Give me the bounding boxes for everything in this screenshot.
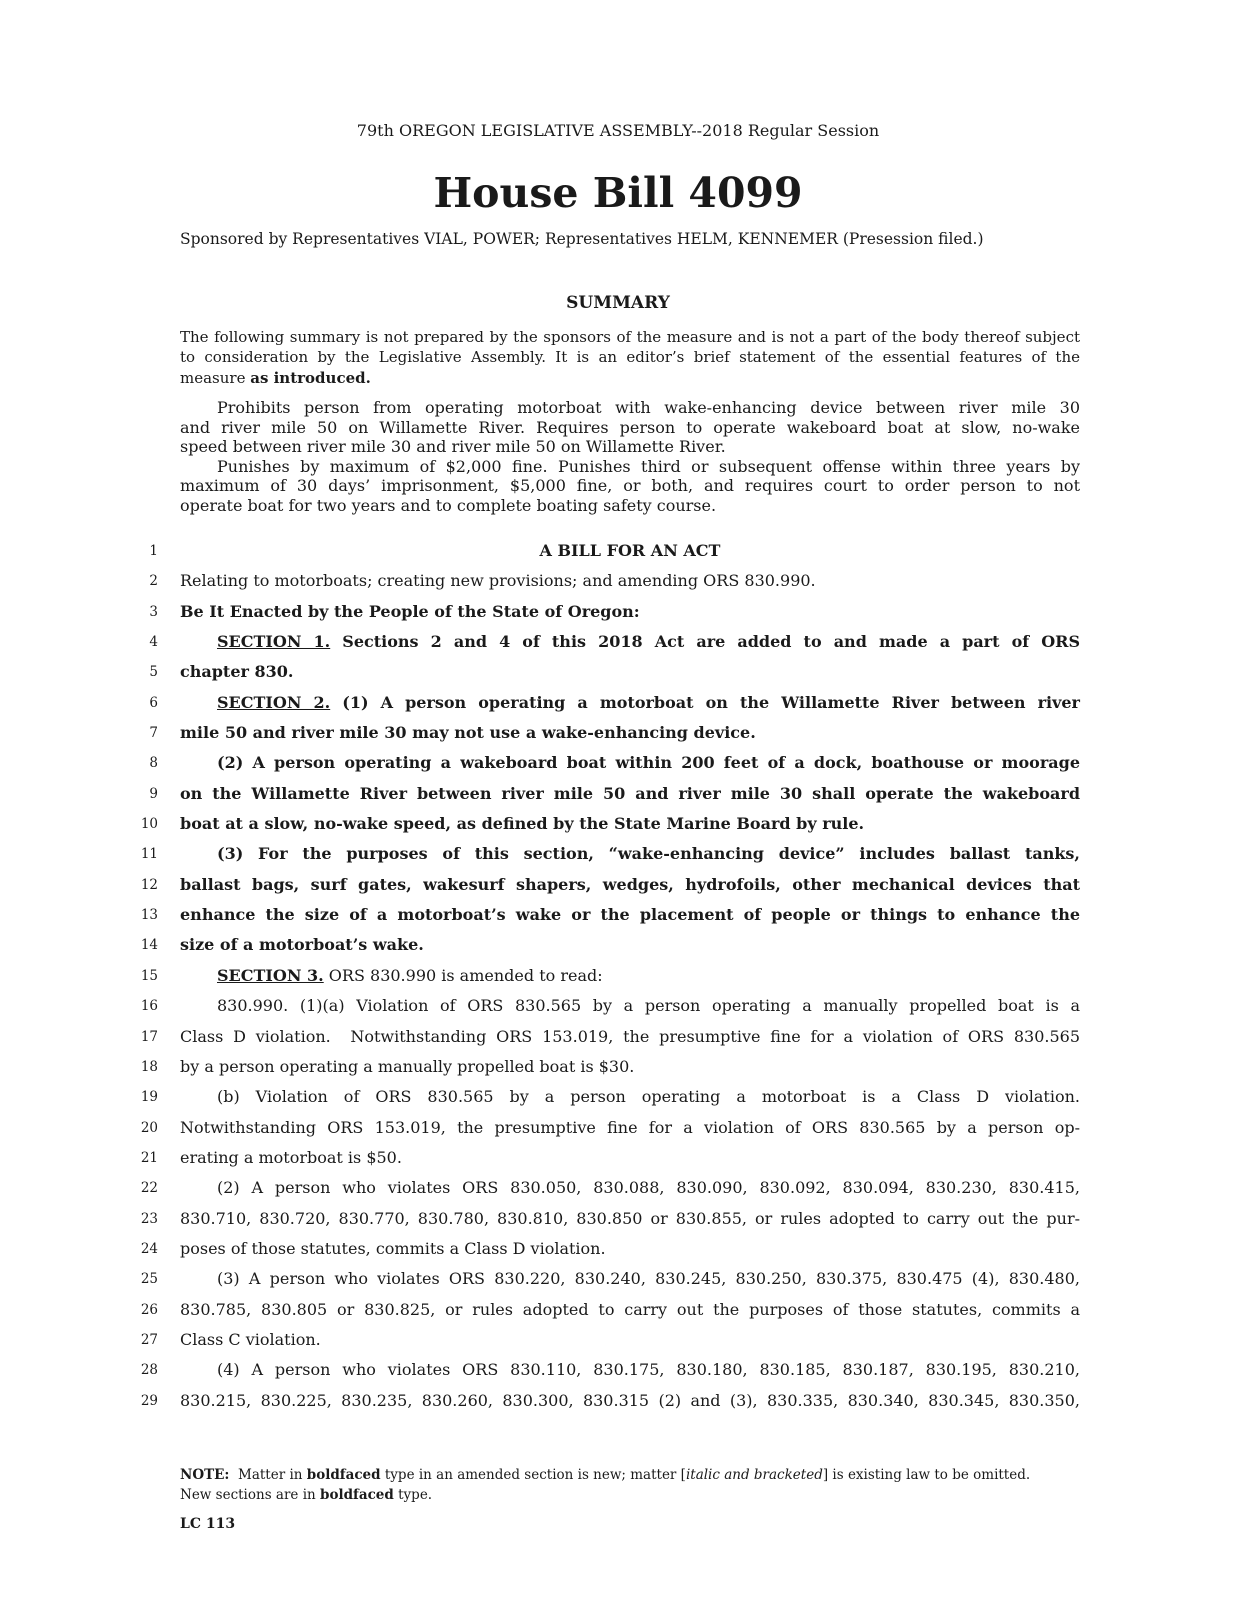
line-text <box>180 597 1080 627</box>
line-number: 26 <box>140 1301 158 1318</box>
text-segment: ] is existing law to be omitted. <box>822 1467 1031 1483</box>
text-segment: Class D violation. Notwithstanding ORS 153.019, the presumptive fine for a violation of ORS 830.565 <box>180 1026 1080 1046</box>
line-text <box>180 1325 1080 1355</box>
text-segment: boldfaced <box>306 1467 381 1483</box>
line-number: 25 <box>140 1271 158 1288</box>
text-segment: (b) Violation of ORS 830.565 by a person operating a motorboat is a Class D violation. <box>217 1087 1080 1107</box>
text-segment: (2) A person who violates ORS 830.050, 830.088, 830.090, 830.092, 830.094, 830.230, 830.415, <box>217 1178 1080 1198</box>
text-segment: (3) A person who violates ORS 830.220, 830.240, 830.245, 830.250, 830.375, 830.475 (4), 830.480, <box>217 1269 1080 1289</box>
text-segment: and river mile 50 on Willamette River. Requires person to operate wakeboard boat at slow, no-wake <box>180 417 1080 437</box>
bill-line-10 <box>140 809 1080 839</box>
line-text <box>180 1234 1080 1264</box>
line-text <box>180 1486 1080 1506</box>
line-text <box>180 900 1080 930</box>
text-segment: Notwithstanding ORS 153.019, the presumptive fine for a violation of ORS 830.565 by a person op- <box>180 1117 1080 1137</box>
line-text <box>180 496 1080 516</box>
line-text <box>180 1173 1080 1203</box>
line-number: 9 <box>149 785 158 802</box>
text-segment: speed between river mile 30 and river mile 50 on Willamette River. <box>180 437 726 457</box>
text-segment: chapter 830. <box>180 662 294 682</box>
text-segment: size of a motorboat’s wake. <box>180 935 424 955</box>
summary-abstract <box>180 398 1080 516</box>
text-segment: Sections 2 and 4 of this 2018 Act are added to and made a part of ORS <box>330 632 1080 652</box>
summary-heading: SUMMARY <box>566 293 670 313</box>
line-text <box>180 1386 1080 1416</box>
bill-line-27 <box>140 1325 1080 1355</box>
text-segment: New sections are in <box>180 1486 320 1503</box>
text-segment: erating a motorboat is $50. <box>180 1147 402 1167</box>
text-segment: 830.990. (1)(a) Violation of ORS 830.565 by a person operating a manually propelled boat is a <box>217 996 1080 1016</box>
disclaimer-line-3 <box>180 368 1080 388</box>
text-segment: Punishes by maximum of $2,000 fine. Punishes third or subsequent offense within three years by <box>217 456 1080 476</box>
text-segment: SECTION 2. <box>217 692 331 712</box>
text-segment: (2) A person operating a wakeboard boat within 200 feet of a dock, boathouse or moorage <box>217 753 1080 773</box>
bill-line-21 <box>140 1143 1080 1173</box>
line-text <box>180 476 1080 496</box>
line-text <box>180 347 1080 367</box>
line-text <box>180 779 1080 809</box>
line-number: 1 <box>149 543 158 559</box>
line-number: 13 <box>140 907 158 924</box>
text-segment: measure <box>180 368 251 387</box>
line-text <box>180 418 1080 438</box>
text-segment: boldfaced <box>320 1486 394 1503</box>
line-number: 10 <box>140 816 158 833</box>
summary-disclaimer <box>180 327 1080 388</box>
text-segment: Class C violation. <box>180 1329 321 1349</box>
line-number: 3 <box>149 603 158 620</box>
text-segment: operate boat for two years and to complete boating safety course. <box>180 495 717 515</box>
line-number: 6 <box>149 694 158 711</box>
text-segment: (4) A person who violates ORS 830.110, 830.175, 830.180, 830.185, 830.187, 830.195, 830.210, <box>217 1360 1080 1380</box>
abstract-line-6 <box>180 496 1080 516</box>
disclaimer-line-2 <box>180 347 1080 367</box>
text-segment: (3) For the purposes of this section, “wake-enhancing device” includes ballast tanks, <box>217 844 1080 864</box>
lc-number: LC 113 <box>180 1516 236 1532</box>
line-text <box>180 1143 1080 1173</box>
text-segment: type in an amended section is new; matter [ <box>380 1467 686 1483</box>
bill-line-9 <box>149 779 1080 809</box>
bill-line-18 <box>140 1052 1080 1082</box>
line-text <box>180 566 1080 596</box>
line-text <box>180 1466 1080 1486</box>
text-segment: 830.710, 830.720, 830.770, 830.780, 830.810, 830.850 or 830.855, or rules adopted to carry out the pur- <box>180 1208 1080 1228</box>
text-segment: enhance the size of a motorboat’s wake or the placement of people or things to enhance the <box>180 905 1080 925</box>
line-number: 15 <box>140 967 158 984</box>
bill-line-26 <box>140 1295 1080 1325</box>
text-segment: (1) A person operating a motorboat on the Willamette River between river <box>330 692 1080 712</box>
line-text <box>180 991 1080 1021</box>
bill-line-8 <box>149 748 1080 778</box>
footer-note <box>180 1466 1080 1505</box>
text-segment: type. <box>393 1486 433 1503</box>
bill-line-2 <box>149 566 1080 596</box>
abstract-line-4 <box>180 457 1080 477</box>
line-text <box>180 1022 1080 1052</box>
text-segment: The following summary is not prepared by the sponsors of the measure and is not a part of the body thereof subject <box>180 328 1080 346</box>
line-text <box>180 809 1080 839</box>
note-line-1 <box>180 1466 1080 1486</box>
line-text <box>180 657 1080 687</box>
line-number: 16 <box>140 998 158 1015</box>
abstract-line-2 <box>180 418 1080 438</box>
text-segment: ballast bags, surf gates, wakesurf shapers, wedges, hydrofoils, other mechanical devices that <box>180 874 1080 894</box>
line-text <box>180 930 1080 960</box>
line-number: 11 <box>140 846 158 863</box>
line-text <box>180 437 1080 457</box>
bill-line-17 <box>140 1022 1080 1052</box>
line-number: 18 <box>140 1058 158 1075</box>
line-text <box>180 1082 1080 1112</box>
line-number: 17 <box>140 1028 158 1045</box>
note-line-2 <box>180 1486 1080 1506</box>
text-segment: 830.215, 830.225, 830.235, 830.260, 830.300, 830.315 (2) and (3), 830.335, 830.340, 830.345, 830.350, <box>180 1390 1080 1410</box>
bill-line-23 <box>140 1204 1080 1234</box>
bill-line-20 <box>140 1113 1080 1143</box>
text-segment: to consideration by the Legislative Assembly. It is an editor’s brief statement of the essential features of the <box>180 348 1080 367</box>
line-text <box>180 1204 1080 1234</box>
bill-line-13 <box>140 900 1080 930</box>
text-segment: SECTION 3. <box>217 965 324 985</box>
line-text <box>180 688 1080 718</box>
text-segment: Matter in <box>229 1467 307 1483</box>
text-segment: on the Willamette River between river mile 50 and river mile 30 shall operate the wakeboard <box>180 783 1080 803</box>
abstract-line-5 <box>180 476 1080 496</box>
bill-line-12 <box>140 870 1080 900</box>
text-segment: 830.785, 830.805 or 830.825, or rules adopted to carry out the purposes of those statutes, commits a <box>180 1299 1080 1319</box>
line-text <box>180 839 1080 869</box>
bill-line-4 <box>149 627 1080 657</box>
line-text <box>180 1113 1080 1143</box>
text-segment: Prohibits person from operating motorboat with wake-enhancing device between river mile 30 <box>217 398 1080 417</box>
text-segment: maximum of 30 days’ imprisonment, $5,000 fine, or both, and requires court to order person to not <box>180 476 1080 496</box>
line-text <box>180 1295 1080 1325</box>
text-segment: mile 50 and river mile 30 may not use a wake-enhancing device. <box>180 723 756 743</box>
text-segment: ORS 830.990 is amended to read: <box>323 965 603 985</box>
line-number: 22 <box>140 1180 158 1197</box>
bill-line-24 <box>140 1234 1080 1264</box>
line-text <box>180 368 1080 388</box>
text-segment: Relating to motorboats; creating new provisions; and amending ORS 830.990. <box>180 571 816 591</box>
sponsors-line: Sponsored by Representatives VIAL, POWER; Representatives HELM, KENNEMER (Presession filed.) <box>180 230 984 248</box>
line-text <box>180 961 1080 991</box>
line-number: 7 <box>149 725 158 742</box>
text-segment: as introduced. <box>250 368 371 387</box>
line-text <box>180 718 1080 748</box>
abstract-line-1 <box>180 398 1080 418</box>
line-number: 5 <box>149 664 158 681</box>
line-number: 23 <box>140 1210 158 1227</box>
text-segment: boat at a slow, no-wake speed, as defined by the State Marine Board by rule. <box>180 814 865 834</box>
line-text <box>180 457 1080 477</box>
line-number: 29 <box>140 1392 158 1409</box>
line-number: 4 <box>149 634 158 651</box>
line-text <box>180 1264 1080 1294</box>
bill-line-5 <box>149 657 1080 687</box>
bill-line-16 <box>140 991 1080 1021</box>
bill-lines <box>140 536 1080 1416</box>
line-number: 2 <box>149 573 158 590</box>
line-text <box>180 1052 1080 1082</box>
disclaimer-line-1 <box>180 327 1080 347</box>
line-text <box>180 327 1080 347</box>
line-number: 8 <box>149 755 158 772</box>
bill-line-7 <box>149 718 1080 748</box>
line-number: 14 <box>140 937 158 954</box>
text-segment: A BILL FOR AN ACT <box>539 541 721 560</box>
bill-line-6 <box>149 688 1080 718</box>
line-number: 28 <box>140 1362 158 1379</box>
bill-title: House Bill 4099 <box>433 169 803 217</box>
text-segment: NOTE: <box>180 1467 230 1483</box>
line-text <box>180 1355 1080 1385</box>
bill-line-28 <box>140 1355 1080 1385</box>
text-segment: poses of those statutes, commits a Class D violation. <box>180 1238 606 1258</box>
text-segment: Be It Enacted by the People of the State of Oregon: <box>180 601 640 621</box>
line-number: 20 <box>140 1119 158 1136</box>
bill-line-19 <box>140 1082 1080 1112</box>
abstract-line-3 <box>180 437 1080 457</box>
bill-line-29 <box>140 1386 1080 1416</box>
line-number: 24 <box>140 1240 158 1257</box>
line-number: 19 <box>140 1089 158 1106</box>
line-text <box>180 398 1080 418</box>
bill-line-11 <box>140 839 1080 869</box>
line-text <box>180 870 1080 900</box>
text-segment: SECTION 1. <box>217 632 331 652</box>
line-number: 12 <box>140 876 158 893</box>
bill-line-3 <box>149 597 1080 627</box>
text-segment: by a person operating a manually propelled boat is $30. <box>180 1056 635 1076</box>
bill-line-15 <box>140 961 1080 991</box>
line-text <box>180 536 1080 566</box>
text-segment: italic and bracketed <box>685 1467 823 1483</box>
bill-line-1 <box>149 536 1080 566</box>
line-text <box>180 627 1080 657</box>
line-number: 27 <box>140 1331 158 1348</box>
session-header: 79th OREGON LEGISLATIVE ASSEMBLY--2018 Regular Session <box>356 121 880 140</box>
line-number: 21 <box>140 1149 158 1166</box>
bill-line-25 <box>140 1264 1080 1294</box>
line-text <box>180 748 1080 778</box>
bill-line-22 <box>140 1173 1080 1203</box>
bill-line-14 <box>140 930 1080 960</box>
